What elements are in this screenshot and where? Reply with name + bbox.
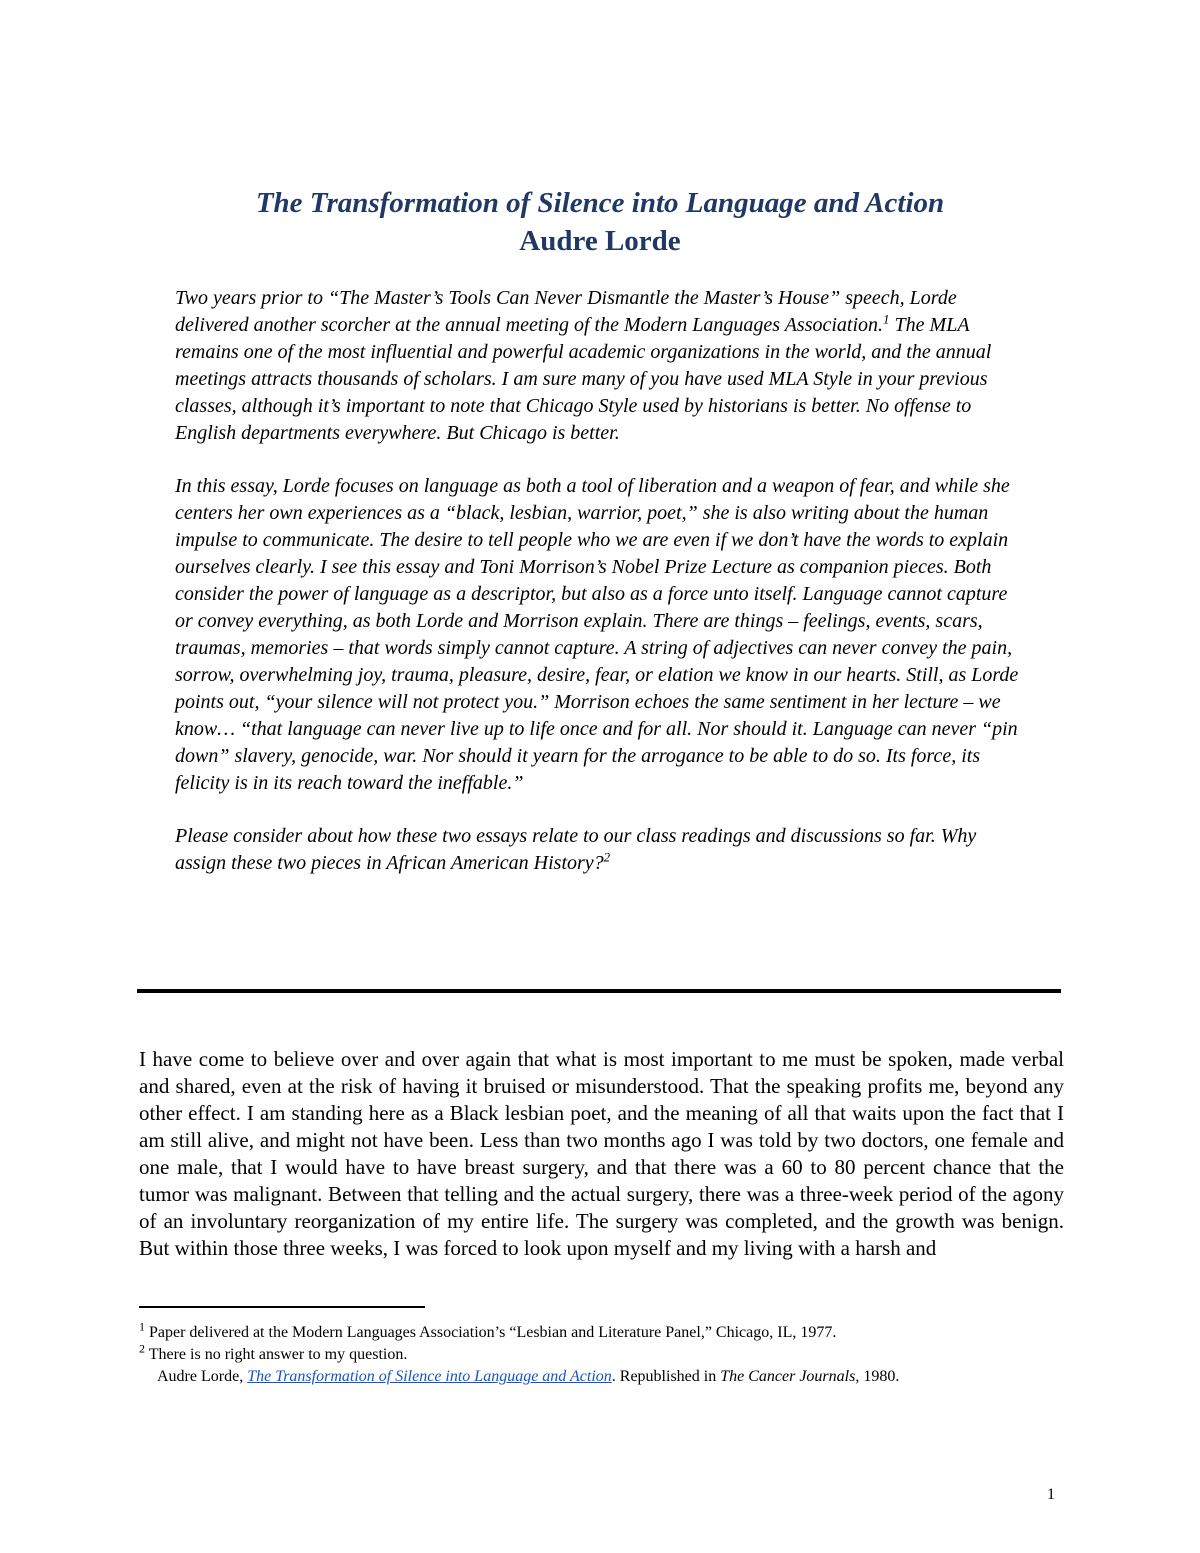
footnote-1-text: Paper delivered at the Modern Languages Association’s “Lesbian and Literature Panel,” Chicago, IL, 1977. (145, 1324, 837, 1341)
intro-paragraph-1 (175, 285, 1025, 447)
intro-paragraph-3-text: Please consider about how these two essays relate to our class readings and discussions so far. Why assign these two pieces in African American History? (175, 825, 977, 874)
footnote-2 (139, 1341, 1059, 1366)
footnote-source (139, 1366, 1059, 1388)
footnotes (139, 1319, 1059, 1388)
section-divider (137, 989, 1061, 993)
intro-paragraph-2: In this essay, Lorde focuses on language as both a tool of liberation and a weapon of fear, and while she centers her own experiences as a “black, lesbian, warrior, poet,” she is also writing about the human impulse to communicate. The desire to tell people who we are even if we don’t have the words to explain ourselves clearly. I see this essay and Toni Morrison’s Nobel Prize Lecture as companion pieces. Both consider the power of language as a descriptor, but also as a force unto itself. Language cannot capture or convey everything, as both Lorde and Morrison explain. There are things – feelings, events, scars, traumas, memories – that words simply cannot capture. A string of adjectives can never convey the pain, sorrow, overwhelming joy, trauma, pleasure, desire, fear, or elation we know in our hearts. Still, as Lorde points out, “your silence will not protect you.” Morrison echoes the same sentiment in her lecture – we know… “that language can never live up to life once and for all. Nor should it. Language can never “pin down” slavery, genocide, war. Nor should it yearn for the arrogance to be able to do so. Its force, its felicity is in its reach toward the ineffable.” (175, 475, 1019, 794)
intro-paragraph-3 (175, 823, 1025, 877)
essay-body-text: I have come to believe over and over again that what is most important to me must be spoken, made verbal and shared, even at the risk of having it bruised or misunderstood. That the speaking profits me, beyond any other effect. I am standing here as a Black lesbian poet, and the meaning of all that waits upon the fact that I am still alive, and might not have been. Less than two months ago I was told by two doctors, one female and one male, that I would have to have breast surgery, and that there was a 60 to 80 percent chance that the tumor was malignant. Between that telling and the actual surgery, there was a three-week period of the agony of an involuntary reorganization of my entire life. The surgery was completed, and the growth was benign. But within those three weeks, I was forced to look upon myself and my living with a harsh and (139, 1047, 1064, 1260)
footnote-1 (139, 1319, 1059, 1344)
footnote-ref-1[interactable]: 1 (883, 311, 890, 327)
source-link[interactable]: The Transformation of Silence into Language and Action (247, 1368, 612, 1385)
document-author: Audre Lorde (519, 225, 681, 257)
source-suffix: , 1980. (855, 1368, 900, 1385)
footnote-2-number: 2 (139, 1341, 145, 1356)
intro-paragraph-1-text-b: The MLA remains one of the most influential and powerful academic organizations in the world, and the annual meetings attracts thousands of scholars. I am sure many of you have used MLA Style in your previous classes, although it’s important to note that Chicago Style used by historians is better. No offense to English departments everywhere. But Chicago is better. (175, 314, 992, 444)
footnote-separator (139, 1306, 425, 1308)
intro-notes (175, 285, 1025, 903)
page-number: 1 (1047, 1486, 1055, 1503)
footnote-1-number: 1 (139, 1319, 145, 1334)
source-mid: . Republished in (611, 1368, 721, 1385)
source-prefix: Audre Lorde, (157, 1368, 248, 1385)
footnote-2-text: There is no right answer to my question. (145, 1346, 408, 1363)
footnote-ref-2[interactable]: 2 (603, 849, 611, 865)
source-book-title: The Cancer Journals (720, 1368, 856, 1385)
document-title: The Transformation of Silence into Language and Action (255, 187, 945, 219)
intro-paragraph-1-text-a: Two years prior to “The Master’s Tools Can Never Dismantle the Master’s House” speech, Lorde delivered another scorcher at the annual meeting of the Modern Languages Association. (175, 287, 957, 336)
